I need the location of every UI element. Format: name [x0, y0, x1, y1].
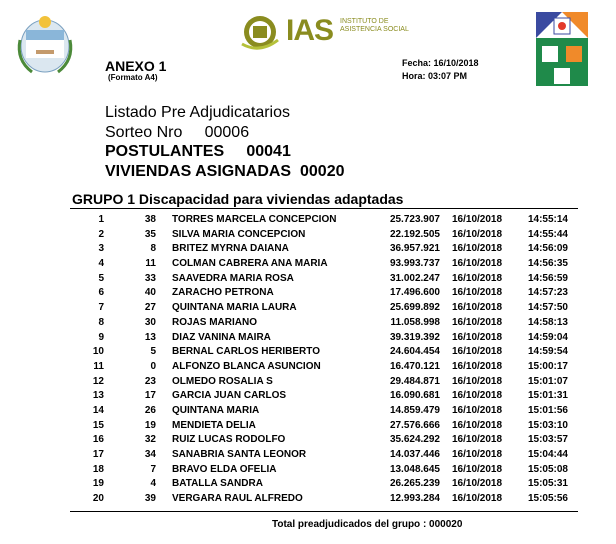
row-time: 15:00:17: [527, 360, 568, 372]
row-time: 15:05:56: [527, 493, 568, 505]
row-name: ALFONZO BLANCA ASUNCION: [172, 360, 321, 372]
row-name: SANABRIA SANTA LEONOR: [172, 449, 307, 460]
row-ballot-number: 13: [144, 331, 156, 343]
row-name: SILVA MARIA CONCEPCION: [172, 228, 306, 240]
row-document: 11.058.998: [390, 316, 440, 328]
table-row: [0, 213, 616, 228]
row-ballot-number: 32: [144, 434, 156, 446]
draw-number: Sorteo Nro 00006: [105, 124, 250, 141]
row-name: VERGARA RAUL ALFREDO: [172, 493, 303, 505]
table-row: [0, 375, 616, 390]
table-row: [0, 257, 616, 272]
row-time: 15:05:31: [527, 478, 568, 490]
row-ballot-number: 19: [144, 419, 156, 431]
row-document: 29.484.871: [389, 375, 440, 387]
applicants-count: POSTULANTES 00041: [105, 143, 291, 160]
row-date: 16/10/2018: [452, 434, 503, 446]
row-ballot-number: 27: [144, 302, 156, 314]
row-order: 15: [92, 419, 104, 431]
row-order: 8: [98, 316, 104, 328]
row-order: 13: [92, 390, 104, 402]
row-time: 15:03:57: [527, 434, 568, 446]
row-document: 14.037.446: [389, 449, 440, 460]
row-document: 36.957.921: [389, 243, 440, 255]
table-bottom-divider: [70, 511, 578, 512]
row-time: 15:01:31: [527, 390, 568, 402]
row-document: 22.192.505: [389, 228, 440, 240]
row-date: 16/10/2018: [452, 449, 503, 460]
row-name: QUINTANA MARIA LAURA: [172, 302, 297, 314]
date-label: Fecha: 16/10/2018: [402, 58, 479, 68]
row-time: 14:55:44: [527, 228, 568, 240]
table-row: [0, 316, 616, 331]
table-row: [0, 345, 616, 360]
row-order: 10: [92, 346, 104, 358]
row-ballot-number: 35: [144, 228, 156, 240]
row-ballot-number: 7: [150, 463, 156, 475]
row-document: 13.048.645: [389, 463, 440, 475]
time-label: Hora: 03:07 PM: [402, 71, 468, 81]
row-ballot-number: 40: [144, 287, 156, 299]
row-name: SAAVEDRA MARIA ROSA: [172, 272, 294, 284]
table-row: [0, 331, 616, 346]
table-row: [0, 286, 616, 301]
row-ballot-number: 5: [150, 346, 156, 358]
row-name: GARCIA JUAN CARLOS: [172, 390, 287, 402]
row-order: 3: [98, 243, 104, 255]
group-total: Total preadjudicados del grupo : 000020: [272, 519, 463, 530]
row-ballot-number: 8: [150, 243, 156, 255]
row-order: 12: [92, 375, 104, 387]
row-time: 14:58:13: [527, 316, 568, 328]
row-ballot-number: 11: [145, 258, 156, 270]
row-date: 16/10/2018: [452, 493, 503, 505]
row-ballot-number: 17: [144, 390, 156, 402]
row-name: BRITEZ MYRNA DAIANA: [172, 243, 289, 255]
row-time: 14:57:50: [527, 302, 568, 314]
row-document: 12.993.284: [389, 493, 440, 505]
row-document: 17.496.600: [389, 287, 440, 299]
row-ballot-number: 26: [144, 404, 156, 416]
row-name: BATALLA SANDRA: [172, 478, 263, 490]
row-name: BERNAL CARLOS HERIBERTO: [172, 346, 320, 358]
table-row: [0, 389, 616, 404]
row-time: 14:59:04: [527, 331, 568, 343]
row-document: 14.859.479: [389, 404, 440, 416]
row-name: ZARACHO PETRONA: [172, 287, 274, 299]
row-document: 16.090.681: [389, 390, 440, 402]
row-order: 4: [98, 258, 104, 270]
row-date: 16/10/2018: [452, 463, 503, 475]
row-time: 14:59:54: [527, 346, 568, 358]
row-time: 14:55:14: [527, 214, 568, 225]
row-order: 11: [93, 360, 104, 372]
assigned-homes-count: VIVIENDAS ASIGNADAS 00020: [105, 163, 345, 180]
row-document: 39.319.392: [389, 331, 440, 343]
row-date: 16/10/2018: [452, 331, 503, 343]
row-name: DIAZ VANINA MAIRA: [172, 331, 271, 343]
row-ballot-number: 33: [144, 272, 156, 284]
row-time: 14:56:09: [527, 243, 568, 255]
annex-title: ANEXO 1: [105, 58, 167, 74]
row-document: 25.723.907: [389, 214, 440, 225]
row-date: 16/10/2018: [452, 390, 503, 402]
row-name: RUIZ LUCAS RODOLFO: [172, 434, 286, 446]
row-document: 31.002.247: [389, 272, 440, 284]
row-name: COLMAN CABRERA ANA MARIA: [172, 258, 328, 270]
row-date: 16/10/2018: [452, 404, 503, 416]
listing-title: Listado Pre Adjudicatarios: [105, 104, 290, 121]
row-order: 9: [98, 331, 104, 343]
row-date: 16/10/2018: [452, 346, 503, 358]
row-date: 16/10/2018: [452, 287, 503, 299]
row-date: 16/10/2018: [452, 258, 503, 270]
row-document: 35.624.292: [389, 434, 440, 446]
row-name: ROJAS MARIANO: [172, 316, 258, 328]
table-row: [0, 463, 616, 478]
format-label: (Formato A4): [108, 73, 158, 82]
table-row: [0, 228, 616, 243]
row-order: 16: [92, 434, 104, 446]
table-row: [0, 419, 616, 434]
table-row: [0, 433, 616, 448]
housing-logo-icon: [536, 12, 588, 86]
row-date: 16/10/2018: [452, 302, 503, 314]
row-document: 93.993.737: [389, 258, 440, 270]
row-order: 20: [92, 493, 104, 505]
table-row: [0, 301, 616, 316]
row-document: 27.576.666: [389, 419, 440, 431]
table-row: [0, 242, 616, 257]
row-time: 15:03:10: [527, 419, 568, 431]
provincial-seal-icon: [12, 10, 78, 76]
row-document: 16.470.121: [389, 360, 440, 372]
group-divider: [70, 208, 578, 209]
row-date: 16/10/2018: [452, 228, 503, 240]
row-order: 19: [92, 478, 104, 490]
row-date: 16/10/2018: [452, 243, 503, 255]
row-date: 16/10/2018: [452, 419, 503, 431]
row-time: 14:56:35: [527, 258, 568, 270]
row-order: 7: [98, 302, 104, 314]
group-title: GRUPO 1 Discapacidad para viviendas adaptadas: [72, 191, 404, 207]
row-ballot-number: 30: [144, 316, 156, 328]
row-ballot-number: 0: [150, 360, 156, 372]
row-ballot-number: 4: [150, 478, 156, 490]
row-name: BRAVO ELDA OFELIA: [172, 463, 277, 475]
row-name: TORRES MARCELA CONCEPCION: [172, 214, 337, 225]
row-document: 26.265.239: [389, 478, 440, 490]
ias-subtitle: INSTITUTO DE ASISTENCIA SOCIAL: [340, 18, 409, 33]
row-date: 16/10/2018: [452, 272, 503, 284]
row-date: 16/10/2018: [452, 478, 503, 490]
row-name: MENDIETA DELIA: [172, 419, 256, 431]
row-time: 15:01:07: [527, 375, 568, 387]
row-ballot-number: 38: [144, 214, 156, 225]
table-row: [0, 272, 616, 287]
table-row: [0, 448, 616, 463]
awardee-table: [0, 213, 616, 507]
row-order: 14: [92, 404, 104, 416]
table-row: [0, 477, 616, 492]
row-date: 16/10/2018: [452, 316, 503, 328]
row-order: 2: [98, 228, 104, 240]
row-date: 16/10/2018: [452, 360, 503, 372]
row-order: 5: [98, 272, 104, 284]
table-row: [0, 360, 616, 375]
row-order: 18: [92, 463, 104, 475]
row-ballot-number: 23: [144, 375, 156, 387]
row-order: 6: [98, 287, 104, 299]
row-date: 16/10/2018: [452, 375, 503, 387]
row-time: 15:01:56: [527, 404, 568, 416]
table-row: [0, 492, 616, 507]
row-ballot-number: 39: [144, 493, 156, 505]
ias-wordmark: IAS: [286, 14, 334, 47]
row-time: 14:56:59: [527, 272, 568, 284]
row-name: OLMEDO ROSALIA S: [172, 375, 273, 387]
row-time: 15:05:08: [527, 463, 568, 475]
row-time: 14:57:23: [527, 287, 568, 299]
row-ballot-number: 34: [144, 449, 156, 460]
row-name: QUINTANA MARIA: [172, 404, 260, 416]
row-order: 17: [92, 449, 104, 460]
row-order: 1: [98, 214, 104, 225]
row-time: 15:04:44: [527, 449, 568, 460]
table-row: [0, 404, 616, 419]
row-date: 16/10/2018: [452, 214, 503, 225]
row-document: 24.604.454: [389, 346, 440, 358]
row-document: 25.699.892: [389, 302, 440, 314]
